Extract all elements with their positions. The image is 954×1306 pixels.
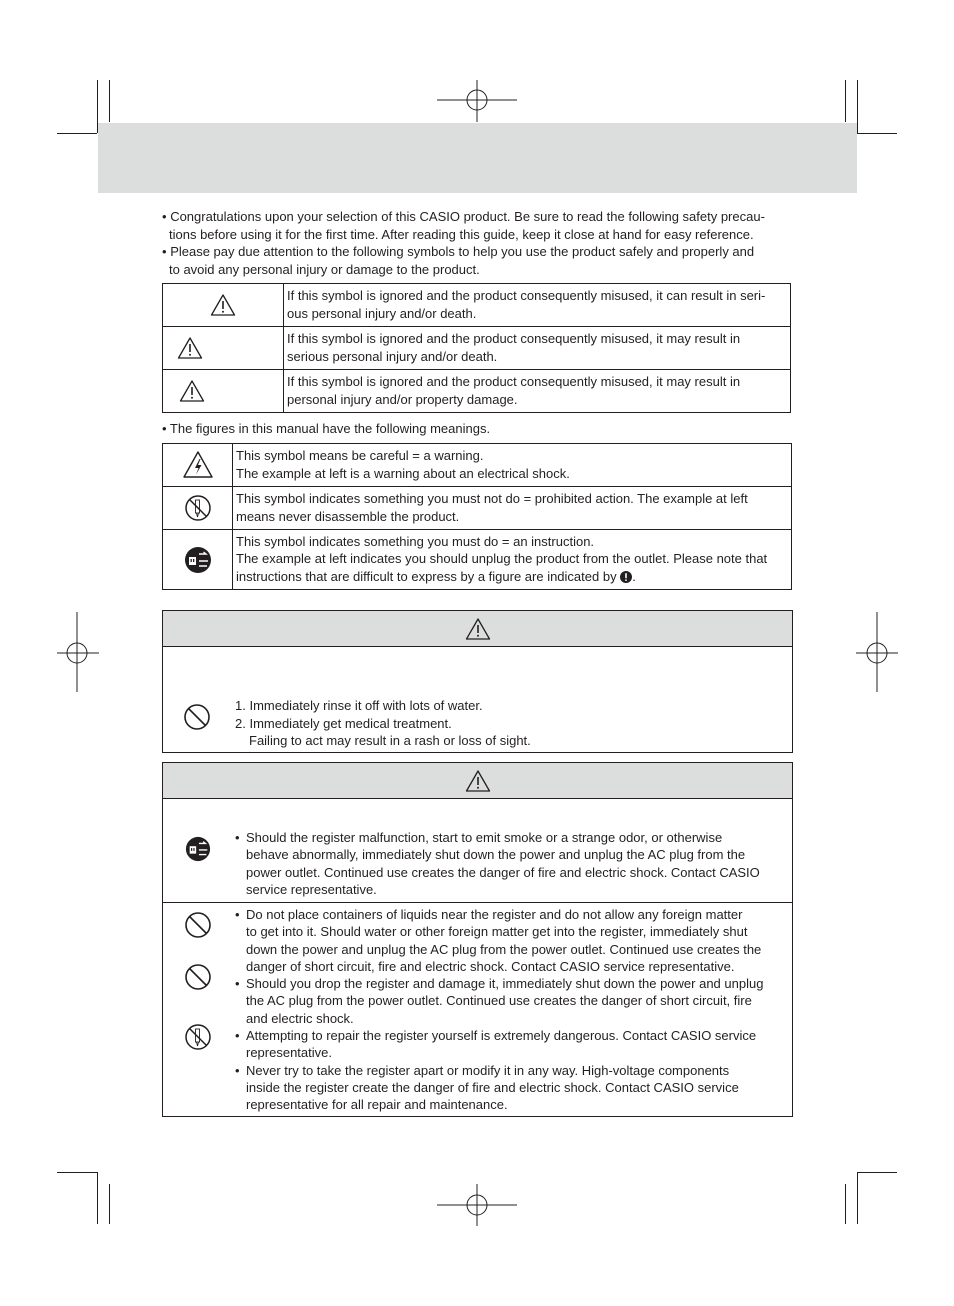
list-item: • Attempting to repair the register yourself is extremely dangerous. Contact CASIO service representative. <box>235 1028 757 1061</box>
exclamation-icon <box>620 571 632 583</box>
prohibited-icon <box>184 911 212 939</box>
figure-row: This symbol indicates something you must do = an instruction. The example at left indicates you should unplug the product from the outlet. Please note that instructions that are difficult to express by a figure are indicated by . <box>163 530 792 590</box>
warning-triangle-icon <box>465 769 491 793</box>
symbol-row: If this symbol is ignored and the product consequently misused, it may result in personal injury and/or property damage. <box>163 370 791 413</box>
warning-triangle-icon <box>179 379 205 403</box>
symbol-row: If this symbol is ignored and the product consequently misused, it may result in serious personal injury and/or death. <box>163 327 791 370</box>
electric-shock-warning-icon <box>182 450 214 480</box>
box2-section-2 <box>235 906 763 1114</box>
list-item: • Should you drop the register and damage it, immediately shut down the power and unplug the AC plug from the power outlet. Continued use creates the danger of short circuit, fire and electric shock. <box>235 976 764 1026</box>
intro-bullet-1: • Congratulations upon your selection of this CASIO product. Be sure to read the following safety precau- tions before using it for the first time. After reading this guide, keep it close at hand for easy reference. <box>162 209 765 242</box>
box1-steps <box>235 697 531 750</box>
registration-mark-top <box>437 80 517 122</box>
registration-mark-left <box>57 612 99 692</box>
no-disassembly-icon <box>183 1022 213 1052</box>
symbol-table <box>162 283 791 413</box>
unplug-icon <box>185 836 211 862</box>
prohibited-icon <box>183 703 211 731</box>
figures-note: • The figures in this manual have the following meanings. <box>162 421 491 436</box>
warning-triangle-icon <box>465 617 491 641</box>
unplug-icon <box>184 546 212 574</box>
intro-bullet-2: • Please pay due attention to the following symbols to help you use the product safely and properly and to avoid any personal injury or damage to the product. <box>162 244 755 277</box>
box2-section-1: • Should the register malfunction, start to emit smoke or a strange odor, or otherwise behave abnormally, immediately shut down the power and unplug the AC plug from the power outlet. Continued use creates the danger of fire and electric shock. Contact CASIO service representative. <box>235 830 760 897</box>
figure-row: This symbol indicates something you must not do = prohibited action. The example at left means never disassemble the product. <box>163 487 792 530</box>
intro-section <box>162 208 792 278</box>
list-item: • Never try to take the register apart or modify it in any way. High-voltage components inside the register create the danger of fire and electric shock. Contact CASIO service representative for all repair and maintenance. <box>235 1062 739 1113</box>
warning-box-2 <box>162 762 793 1117</box>
box1-step-2: 2. Immediately get medical treatment. <box>235 715 452 731</box>
registration-mark-bottom <box>437 1184 517 1226</box>
symbol-row: If this symbol is ignored and the product consequently misused, it can result in seri- ous personal injury and/or death. <box>163 284 791 327</box>
list-item: • Do not place containers of liquids near the register and do not allow any foreign matter to get into it. Should water or other foreign matter get into the register, immediately shut down the power and unplug the AC plug from the power outlet. Continued use creates the danger of short circuit, fire and electric shock. Contact CASIO service representative. <box>235 907 762 974</box>
no-disassembly-icon <box>183 493 213 523</box>
prohibited-icon <box>184 963 212 991</box>
warning-triangle-icon <box>177 336 203 360</box>
box2-divider <box>163 902 792 903</box>
box1-step-1: 1. Immediately rinse it off with lots of water. <box>235 698 483 713</box>
figure-table <box>162 443 792 590</box>
warning-triangle-icon <box>210 293 236 317</box>
registration-mark-right <box>856 612 898 692</box>
figure-row: This symbol means be careful = a warning. The example at left is a warning about an electrical shock. <box>163 444 792 487</box>
header-band <box>98 123 857 193</box>
warning-box-1 <box>162 610 793 753</box>
warning-box-2-header <box>163 763 792 799</box>
warning-box-1-header <box>163 611 792 647</box>
box1-step-note: Failing to act may result in a rash or loss of sight. <box>249 733 531 749</box>
